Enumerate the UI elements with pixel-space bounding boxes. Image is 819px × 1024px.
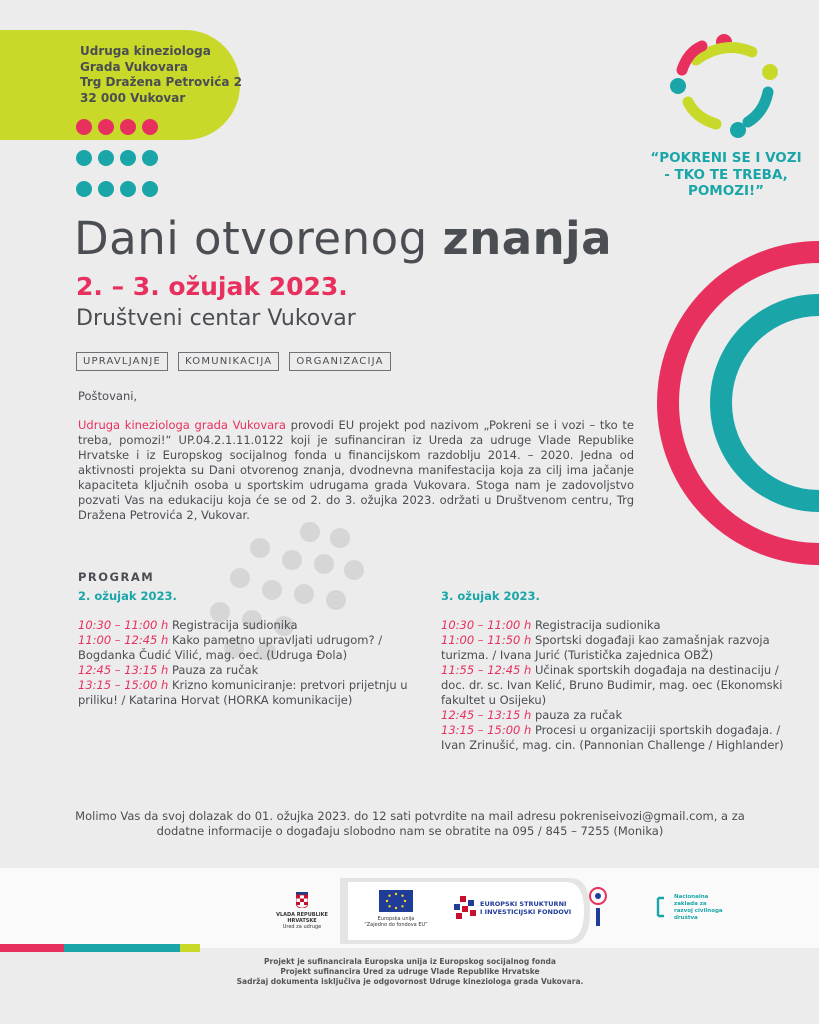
schedule-item (441, 633, 786, 663)
vlada-label: VLADA REPUBLIKE HRVATSKE (276, 912, 328, 924)
schedule-time: 11:55 – 12:45 h (441, 663, 532, 677)
funding-disclaimer (200, 957, 620, 987)
tag-upravljanje: UPRAVLJANJE (76, 352, 168, 371)
eu-label: Europska unija (377, 916, 415, 922)
vlada-sublabel: Ured za udruge (282, 924, 322, 930)
day-two-date: 3. ožujak 2023. (441, 589, 540, 603)
croatian-coat-of-arms-icon (296, 892, 308, 908)
eu-motto: “Zajedno do fondova EU” (364, 922, 428, 928)
decorative-pink-dots (76, 119, 158, 135)
disclaimer-line: Sadržaj dokumenta isključiva je odgovornost Udruge kineziologa grada Vukovara. (236, 977, 584, 986)
schedule-time: 13:15 – 15:00 h (78, 678, 169, 692)
funding-logo-bar (0, 868, 819, 948)
topic-tags (76, 352, 391, 371)
address-line: 32 000 Vukovar (80, 90, 186, 105)
schedule-time: 12:45 – 13:15 h (78, 663, 169, 677)
address-line: Udruga kineziologa (80, 44, 211, 58)
intro-body: provodi EU projekt pod nazivom „Pokreni se i vozi – tko te treba, pomozi!“ UP.04.2.1.11.0122 koji je sufinanciran iz Ureda za udruge Vlade Republike Hrvatske i iz Europskog socijalnog fonda u financijskom razdoblju 2014. – 2020. Jedna od aktivnosti projekta su Dani otvorenog znanja, dvodnevna manifestacija koja za cilj ima jačanje kapaciteta ključnih osoba u sportskim udrugama grada Vukovara. Stoga nam je zadovoljstvo pozvati Vas na edukaciju koja će se od 2. do 3. ožujka 2023. održati u Društvenom centru, Trg Dražena Petrovića 2, Vukovar. (78, 418, 634, 522)
schedule-time: 11:00 – 12:45 h (78, 633, 169, 647)
decorative-teal-dots (76, 181, 158, 197)
esif-line-2: I INVESTICIJSKI FONDOVI (480, 908, 572, 916)
schedule-time: 12:45 – 13:15 h (441, 708, 532, 722)
day-one-schedule (78, 618, 418, 708)
schedule-item (78, 633, 418, 663)
nzrcd-label: Nacionalna zaklada za razvoj civilnoga društva (674, 894, 723, 921)
schedule-text: pauza za ručak (531, 708, 623, 722)
address-line: Trg Dražena Petrovića 2 (80, 75, 242, 89)
schedule-text: Sportski događaji kao zamašnjak razvoja turizma. / Ivana Jurić (Turistička zajednica OBŽ) (441, 633, 770, 662)
day-two-schedule (441, 618, 786, 753)
intro-paragraph (78, 418, 634, 523)
project-slogan: “POKRENI SE I VOZI - TKO TE TREBA, POMOZI!” (650, 150, 802, 199)
disclaimer-line: Projekt sufinancira Ured za udruge Vlade Republike Hrvatske (280, 967, 540, 976)
program-heading: PROGRAM (78, 570, 155, 584)
schedule-text: Kako pametno upravljati udrugom? / Bogdanka Čudić Vilić, mag. oec. (Udruga Đola) (78, 633, 383, 662)
address-line: Grada Vukovara (80, 59, 188, 74)
day-one-date: 2. ožujak 2023. (78, 589, 177, 603)
schedule-item (441, 618, 786, 633)
esif-squares-icon (450, 896, 478, 920)
organization-address (80, 44, 242, 106)
vlada-logo (272, 892, 332, 930)
schedule-item (441, 723, 786, 753)
tag-organizacija: ORGANIZACIJA (289, 352, 390, 371)
schedule-item (441, 663, 786, 708)
schedule-time: 11:00 – 11:50 h (441, 633, 532, 647)
eu-logo (364, 890, 428, 928)
schedule-time: 10:30 – 11:00 h (441, 618, 532, 632)
title-regular: Dani otvorenog (74, 212, 443, 265)
esif-line-1: EUROPSKI STRUKTURNI (480, 900, 567, 908)
schedule-item (441, 708, 786, 723)
schedule-item (78, 663, 418, 678)
schedule-item (78, 678, 418, 708)
schedule-text: Krizno komuniciranje: pretvori prijetnju u priliku! / Katarina Horvat (HORKA komunikacije) (78, 678, 408, 707)
schedule-text: Procesi u organizaciji sportskih događaja. / Ivan Zrinušić, mag. cin. (Pannonian Challenge / Highlander) (441, 723, 784, 752)
bracket-icon (656, 896, 670, 918)
tag-komunikacija: KOMUNIKACIJA (178, 352, 279, 371)
event-title (74, 212, 612, 265)
schedule-text: Učinak sportskih događaja na destinaciju / doc. dr. sc. Ivan Kelić, Bruno Budimir, mag. oec (Ekonomski fakultet u Osijeku) (441, 663, 783, 707)
schedule-text: Pauza za ručak (168, 663, 259, 677)
schedule-text: Registracija sudionika (168, 618, 298, 632)
title-bold: znanja (442, 212, 612, 265)
eu-flag-icon (379, 890, 413, 912)
event-venue: Društveni centar Vukovar (76, 306, 356, 331)
event-dates: 2. – 3. ožujak 2023. (76, 272, 348, 301)
disclaimer-line: Projekt je sufinancirala Europska unija iz Europskog socijalnog fonda (264, 957, 556, 966)
schedule-item (78, 618, 418, 633)
org-name-highlight: Udruga kineziologa grada Vukovara (78, 418, 286, 432)
rsvp-note: Molimo Vas da svoj dolazak do 01. ožujka 2023. do 12 sati potvrdite na mail adresu pokreniseivozi@gmail.com, a za dodatne informacije o događaju slobodno nam se obratite na 095 / 845 – 7255 (Monika) (75, 809, 745, 838)
schedule-time: 13:15 – 15:00 h (441, 723, 532, 737)
schedule-time: 10:30 – 11:00 h (78, 618, 169, 632)
decorative-rings (655, 240, 819, 570)
footer-color-stripe (0, 944, 200, 952)
project-logo-icon (668, 30, 784, 140)
schedule-text: Registracija sudionika (531, 618, 661, 632)
udruga-small-logo-icon (584, 886, 612, 928)
greeting: Poštovani, (78, 389, 138, 403)
decorative-teal-dots (76, 150, 158, 166)
